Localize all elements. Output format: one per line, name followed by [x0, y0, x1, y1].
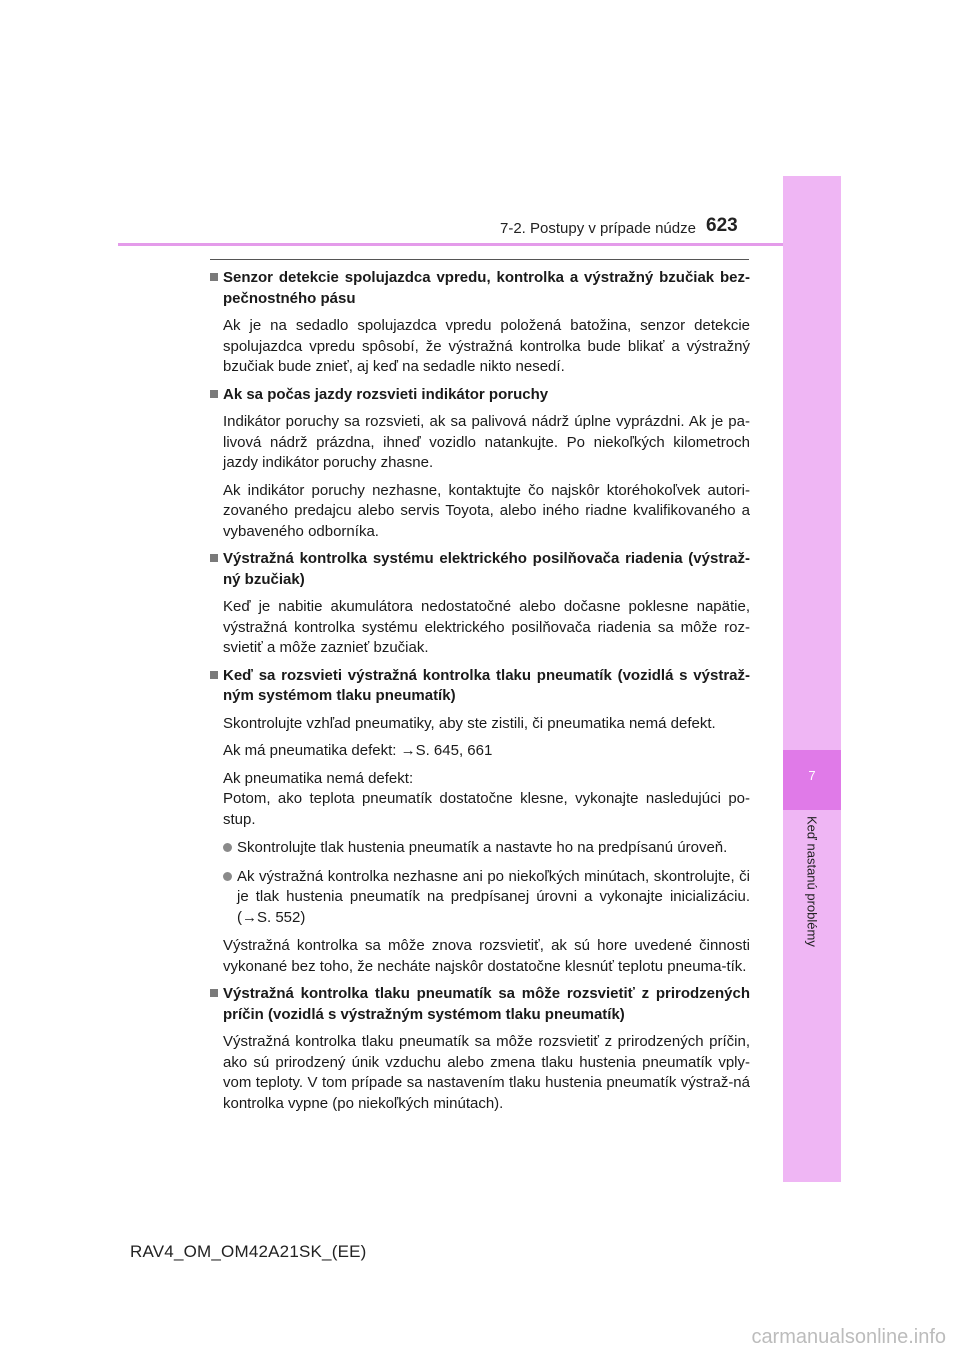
paragraph: Indikátor poruchy sa rozsvieti, ak sa palivová nádrž úplne vyprázdni. Ak je pa-livová nádrž prázdna, ihneď vozidlo natankujte. Po niekoľkých kilometroch jazdy indikátor poruchy zhasne. [223, 413, 750, 471]
section-tire-pressure-natural-causes [210, 984, 750, 1114]
document-code: RAV4_OM_OM42A21SK_(EE) [130, 1242, 367, 1261]
section-heading: Výstražná kontrolka systému elektrického posilňovača riadenia (výstraž-ný bzučiak) [223, 550, 750, 588]
section-eps-warning [210, 549, 750, 659]
section-passenger-sensor [210, 268, 750, 378]
paragraph: Keď je nabitie akumulátora nedostatočné alebo dočasne poklesne napätie, výstražná kontrolka systému elektrického posilňovača riadenia sa môže roz-svietiť a môže zaznieť bzučiak. [223, 598, 750, 656]
paragraph: Ak má pneumatika defekt: →S. 645, 661 [223, 742, 493, 759]
circle-bullet-icon [223, 838, 237, 859]
square-bullet-icon [210, 385, 223, 406]
section-heading: Výstražná kontrolka tlaku pneumatík sa môže rozsvietiť z prirodzených príčin (vozidlá s výstražným systémom tlaku pneumatík) [223, 985, 750, 1023]
list-item [223, 838, 750, 859]
paragraph: Výstražná kontrolka tlaku pneumatík sa môže rozsvietiť z prirodzených príčin, ako sú prirodzený únik vzduchu alebo zmena tlaku hustenia pneumatík vply-vom teploty. V tom prípade sa nastavením tlaku hustenia pneumatík výstraž-ná kontrolka vypne (po niekoľkých minútach). [223, 1033, 750, 1112]
section-tire-pressure-warning [210, 666, 750, 978]
page-number: 623 [706, 215, 738, 236]
list-item-text: Skontrolujte tlak hustenia pneumatík a nastavte ho na predpísanú úroveň. [237, 839, 728, 856]
section-title: 7-2. Postupy v prípade núdze [500, 220, 696, 237]
paragraph: Skontrolujte vzhľad pneumatiky, aby ste zistili, či pneumatika nemá defekt. [223, 714, 716, 732]
paragraph [223, 769, 750, 831]
header-divider [118, 243, 783, 246]
chapter-number: 7 [808, 768, 816, 783]
main-content [210, 268, 750, 1121]
list-item-text: Ak výstražná kontrolka nezhasne ani po niekoľkých minútach, skontrolujte, či je tlak hustenia pneumatík na predpísanej úrovni a vykonajte inicializáciu. (→S. 552) [237, 867, 750, 926]
paragraph: Ak je na sedadlo spolujazdca vpredu položená batožina, senzor detekcie spolujazdca vpredu spôsobí, že výstražná kontrolka bude blikať a výstražný bzučiak bude znieť, aj keď na sedadle nikto nesedí. [223, 317, 750, 375]
square-bullet-icon [210, 268, 223, 309]
section-malfunction-indicator [210, 385, 750, 543]
circle-bullet-icon [223, 867, 237, 929]
section-heading: Senzor detekcie spolujazdca vpredu, kontrolka a výstražný bzučiak bez-pečnostného pásu [223, 269, 750, 307]
list-item [223, 867, 750, 929]
square-bullet-icon [210, 549, 223, 590]
chapter-side-tab [783, 176, 841, 1182]
paragraph: Ak indikátor poruchy nezhasne, kontaktujte čo najskôr ktoréhokoľvek autori-zovaného predajcu alebo servis Toyota, alebo iného riadne kvalifikovaného a vybaveného odborníka. [223, 481, 750, 540]
chapter-name [783, 816, 841, 976]
content-divider [210, 259, 749, 260]
watermark-text: carmanualsonline.info [751, 1326, 946, 1348]
paragraph-line: Potom, ako teplota pneumatík dostatočne klesne, vykonajte nasledujúci po-stup. [223, 790, 750, 828]
paragraph: Výstražná kontrolka sa môže znova rozsvietiť, ak sú hore uvedené činnosti vykonané bez toho, že necháte najskôr dostatočne klesnúť teplotu pneuma-tík. [223, 937, 750, 975]
square-bullet-icon [210, 984, 223, 1025]
paragraph-line: Ak pneumatika nemá defekt: [223, 769, 414, 787]
square-bullet-icon [210, 666, 223, 707]
section-heading: Ak sa počas jazdy rozsvieti indikátor poruchy [223, 385, 549, 403]
chapter-name-text: Keď nastanú problémy [804, 816, 820, 947]
section-heading: Keď sa rozsvieti výstražná kontrolka tlaku pneumatík (vozidlá s výstraž-ným systémom tlaku pneumatík) [223, 666, 750, 704]
